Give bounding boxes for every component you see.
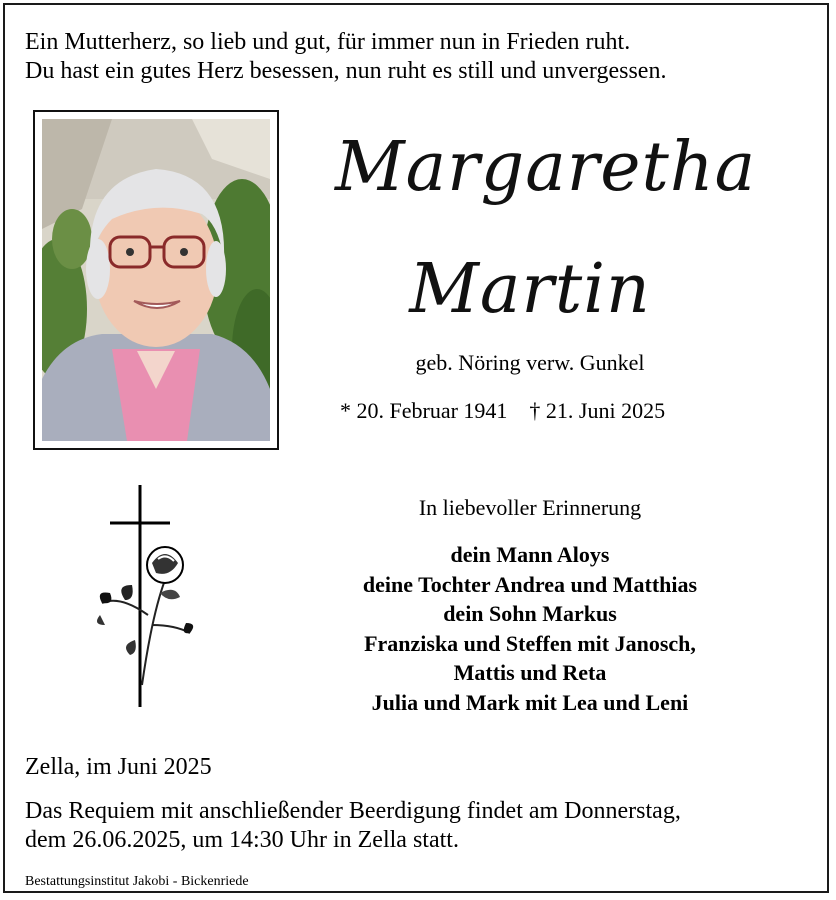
- first-name: Margaretha: [335, 128, 757, 207]
- cross-with-rose-icon: [90, 485, 200, 710]
- last-name: Martin: [409, 250, 651, 329]
- life-dates: [340, 398, 665, 424]
- mourner-line: Franziska und Steffen mit Janosch,: [364, 630, 696, 656]
- motto-line-2: Du hast ein gutes Herz besessen, nun ruht es still und unvergessen.: [25, 58, 667, 84]
- birth-and-widow-names: geb. Nöring verw. Gunkel: [415, 350, 645, 375]
- funeral-home-credit: Bestattungsinstitut Jakobi - Bickenriede: [25, 874, 249, 889]
- portrait-photo-frame: [33, 110, 279, 450]
- mourner-line: deine Tochter Andrea und Matthias: [362, 571, 698, 597]
- place-and-date: Zella, im Juni 2025: [25, 754, 212, 780]
- death-date: † 21. Juni 2025: [529, 398, 666, 423]
- mourner-line: Julia und Mark mit Lea und Leni: [371, 689, 689, 715]
- rose-icon: [147, 547, 183, 583]
- motto-verse: [25, 28, 666, 86]
- requiem-line-1: Das Requiem mit anschließender Beerdigung findet am Donnerstag,: [25, 798, 681, 824]
- birth-date: * 20. Februar 1941: [340, 398, 508, 423]
- mourner-line: dein Mann Aloys: [450, 542, 610, 567]
- mourners-list: [300, 540, 760, 717]
- requiem-notice: [25, 797, 681, 855]
- requiem-line-2: dem 26.06.2025, um 14:30 Uhr in Zella statt.: [25, 827, 459, 853]
- mourner-line: dein Sohn Markus: [443, 601, 617, 626]
- motto-line-1: Ein Mutterherz, so lieb und gut, für immer nun in Frieden ruht.: [25, 29, 631, 55]
- remembrance-heading: In liebevoller Erinnerung: [418, 495, 642, 520]
- mourner-line: Mattis und Reta: [453, 660, 607, 685]
- portrait-photo: [42, 119, 270, 441]
